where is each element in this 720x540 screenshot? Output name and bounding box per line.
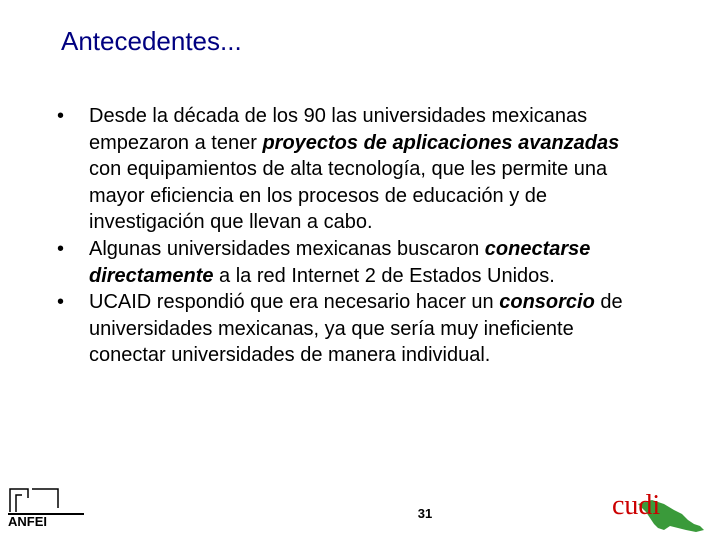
bullet-list [57, 103, 637, 369]
slide-title: Antecedentes... [61, 26, 242, 56]
anfei-logo-text: ANFEI [8, 514, 47, 529]
cudi-logo [608, 484, 716, 538]
bullet-emphasis: conectarse directamente [89, 237, 591, 287]
bullet-text: Algunas universidades mexicanas buscaron [89, 237, 485, 260]
bullet-marker: • [57, 237, 65, 260]
bullet-text: Desde la década de los 90 las universidades mexicanas empezaron a tener [89, 105, 588, 154]
bullet-text: a la red Internet 2 de Estados Unidos. [213, 264, 555, 287]
bullet-text: UCAID respondió que era necesario hacer un [89, 291, 500, 314]
bullet-text: de universidades mexicanas, ya que sería muy ineficiente conectar universidades de manera individual. [89, 291, 623, 367]
bullet-item [57, 103, 637, 236]
bullet-marker: • [57, 291, 65, 314]
anfei-logo-frame [10, 489, 28, 512]
bullet-emphasis: consorcio [499, 291, 595, 314]
cudi-logo-text: cudi [612, 490, 661, 521]
page-number: 31 [417, 506, 433, 521]
bullet-marker: • [57, 105, 65, 127]
anfei-logo-frame [32, 489, 58, 508]
anfei-logo-frame [16, 495, 22, 512]
bullet-emphasis: proyectos de aplicaciones avanzadas [262, 131, 620, 154]
bullet-text: con equipamientos de alta tecnología, que les permite una mayor eficiencia en los procesos de educación y de investigación que llevan a cabo. [89, 158, 608, 234]
bullet-item [57, 289, 637, 369]
anfei-logo [6, 486, 86, 530]
bullet-item [57, 236, 637, 289]
